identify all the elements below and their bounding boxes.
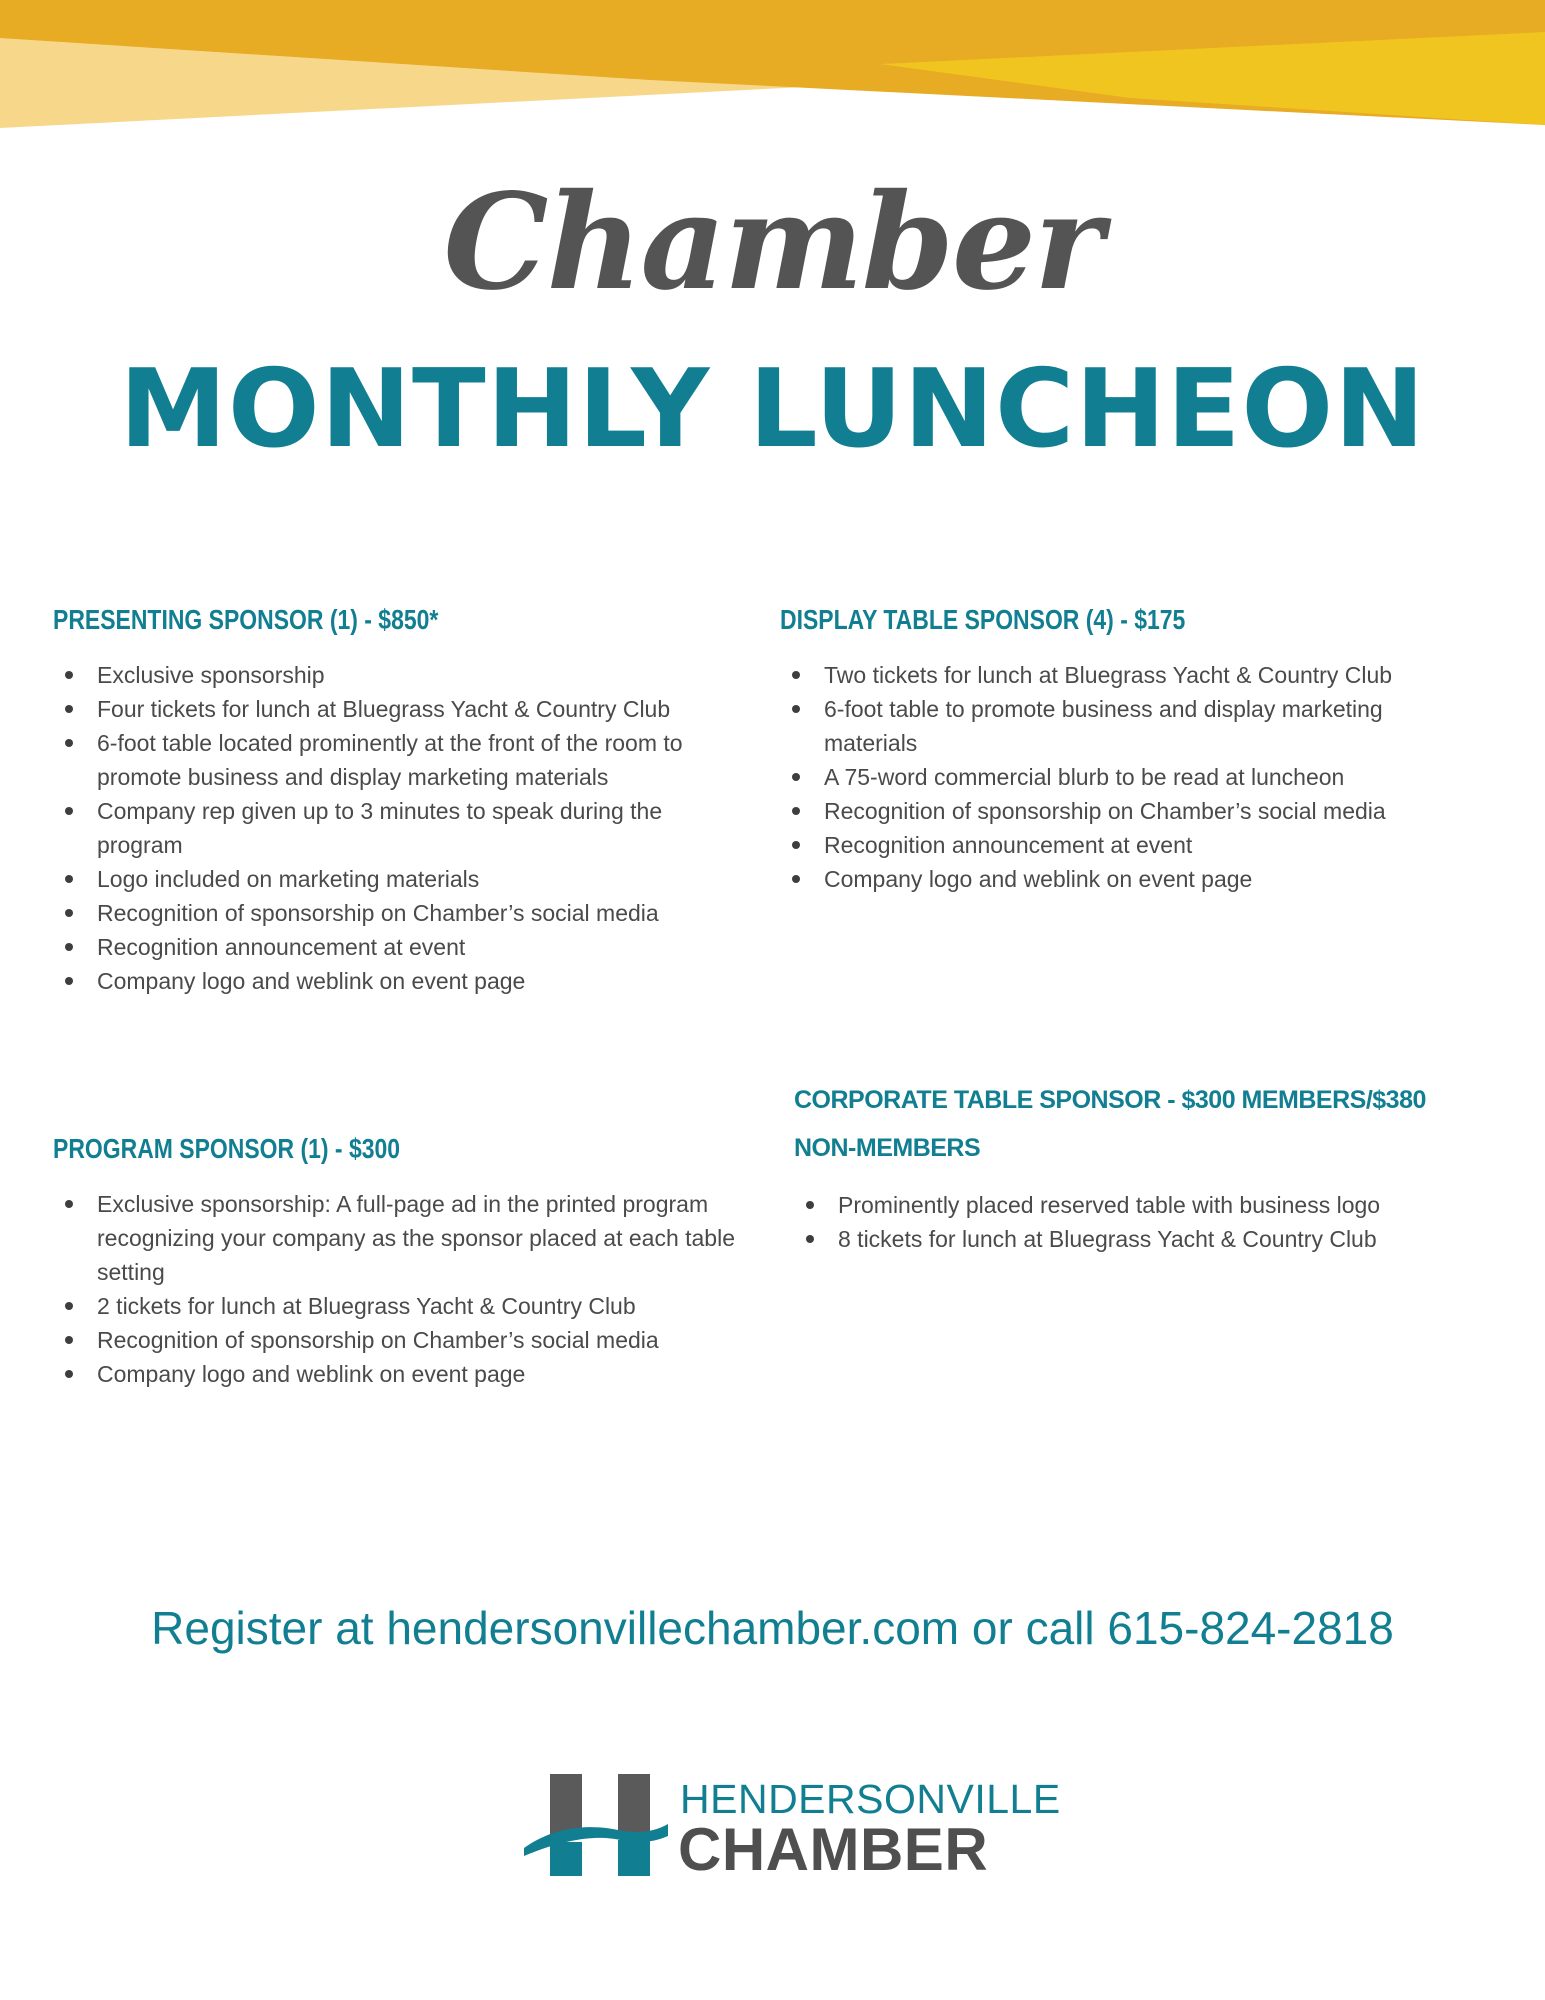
program-sponsor-list: [53, 1187, 753, 1391]
logo-text-hendersonville: HENDERSONVILLE: [680, 1776, 1061, 1822]
program-sponsor-heading: PROGRAM SPONSOR (1) - $300: [53, 1133, 401, 1164]
presenting-sponsor-list: [53, 658, 753, 998]
list-item: Company logo and weblink on event page: [780, 862, 1480, 896]
display-table-sponsor-heading: DISPLAY TABLE SPONSOR (4) - $175: [780, 604, 1186, 635]
script-title: Chamber: [443, 165, 1102, 320]
list-item: Prominently placed reserved table with business logo: [794, 1188, 1434, 1222]
list-item: Recognition of sponsorship on Chamber’s social media: [780, 794, 1480, 828]
list-item: 2 tickets for lunch at Bluegrass Yacht & Country Club: [53, 1289, 753, 1323]
logo-text-chamber: CHAMBER: [678, 1816, 989, 1883]
list-item: Recognition announcement at event: [780, 828, 1480, 862]
corporate-table-sponsor-heading: CORPORATE TABLE SPONSOR - $300 MEMBERS/$380 NON-MEMBERS: [794, 1086, 1426, 1162]
display-table-sponsor-section: [780, 596, 1480, 896]
presenting-sponsor-heading: PRESENTING SPONSOR (1) - $850*: [53, 604, 439, 635]
list-item: 6-foot table located prominently at the front of the room to promote business and display marketing materials: [53, 726, 753, 794]
list-item: Exclusive sponsorship: A full-page ad in the printed program recognizing your company as the sponsor placed at each table setting: [53, 1187, 753, 1289]
list-item: 6-foot table to promote business and display marketing materials: [780, 692, 1480, 760]
list-item: A 75-word commercial blurb to be read at luncheon: [780, 760, 1480, 794]
list-item: Recognition of sponsorship on Chamber’s social media: [53, 1323, 753, 1357]
list-item: Logo included on marketing materials: [53, 862, 753, 896]
presenting-sponsor-section: [53, 596, 753, 998]
corporate-table-sponsor-section: [794, 1076, 1434, 1256]
register-callout: Register at hendersonvillechamber.com or call 615-824-2818: [151, 1602, 1394, 1654]
list-item: Recognition of sponsorship on Chamber’s social media: [53, 896, 753, 930]
corporate-table-sponsor-list: [794, 1188, 1434, 1256]
list-item: Company rep given up to 3 minutes to speak during the program: [53, 794, 753, 862]
program-sponsor-section: [53, 1125, 753, 1391]
list-item: Four tickets for lunch at Bluegrass Yacht & Country Club: [53, 692, 753, 726]
list-item: Exclusive sponsorship: [53, 658, 753, 692]
header-banner: [0, 0, 1545, 130]
list-item: Two tickets for lunch at Bluegrass Yacht & Country Club: [780, 658, 1480, 692]
list-item: Company logo and weblink on event page: [53, 1357, 753, 1391]
list-item: Recognition announcement at event: [53, 930, 753, 964]
hendersonville-chamber-logo: [520, 1770, 1061, 1883]
display-table-sponsor-list: [780, 658, 1480, 896]
list-item: 8 tickets for lunch at Bluegrass Yacht & Country Club: [794, 1222, 1434, 1256]
h-wave-logo-icon: [520, 1770, 670, 1880]
page-title: MONTHLY LUNCHEON: [119, 347, 1426, 472]
list-item: Company logo and weblink on event page: [53, 964, 753, 998]
